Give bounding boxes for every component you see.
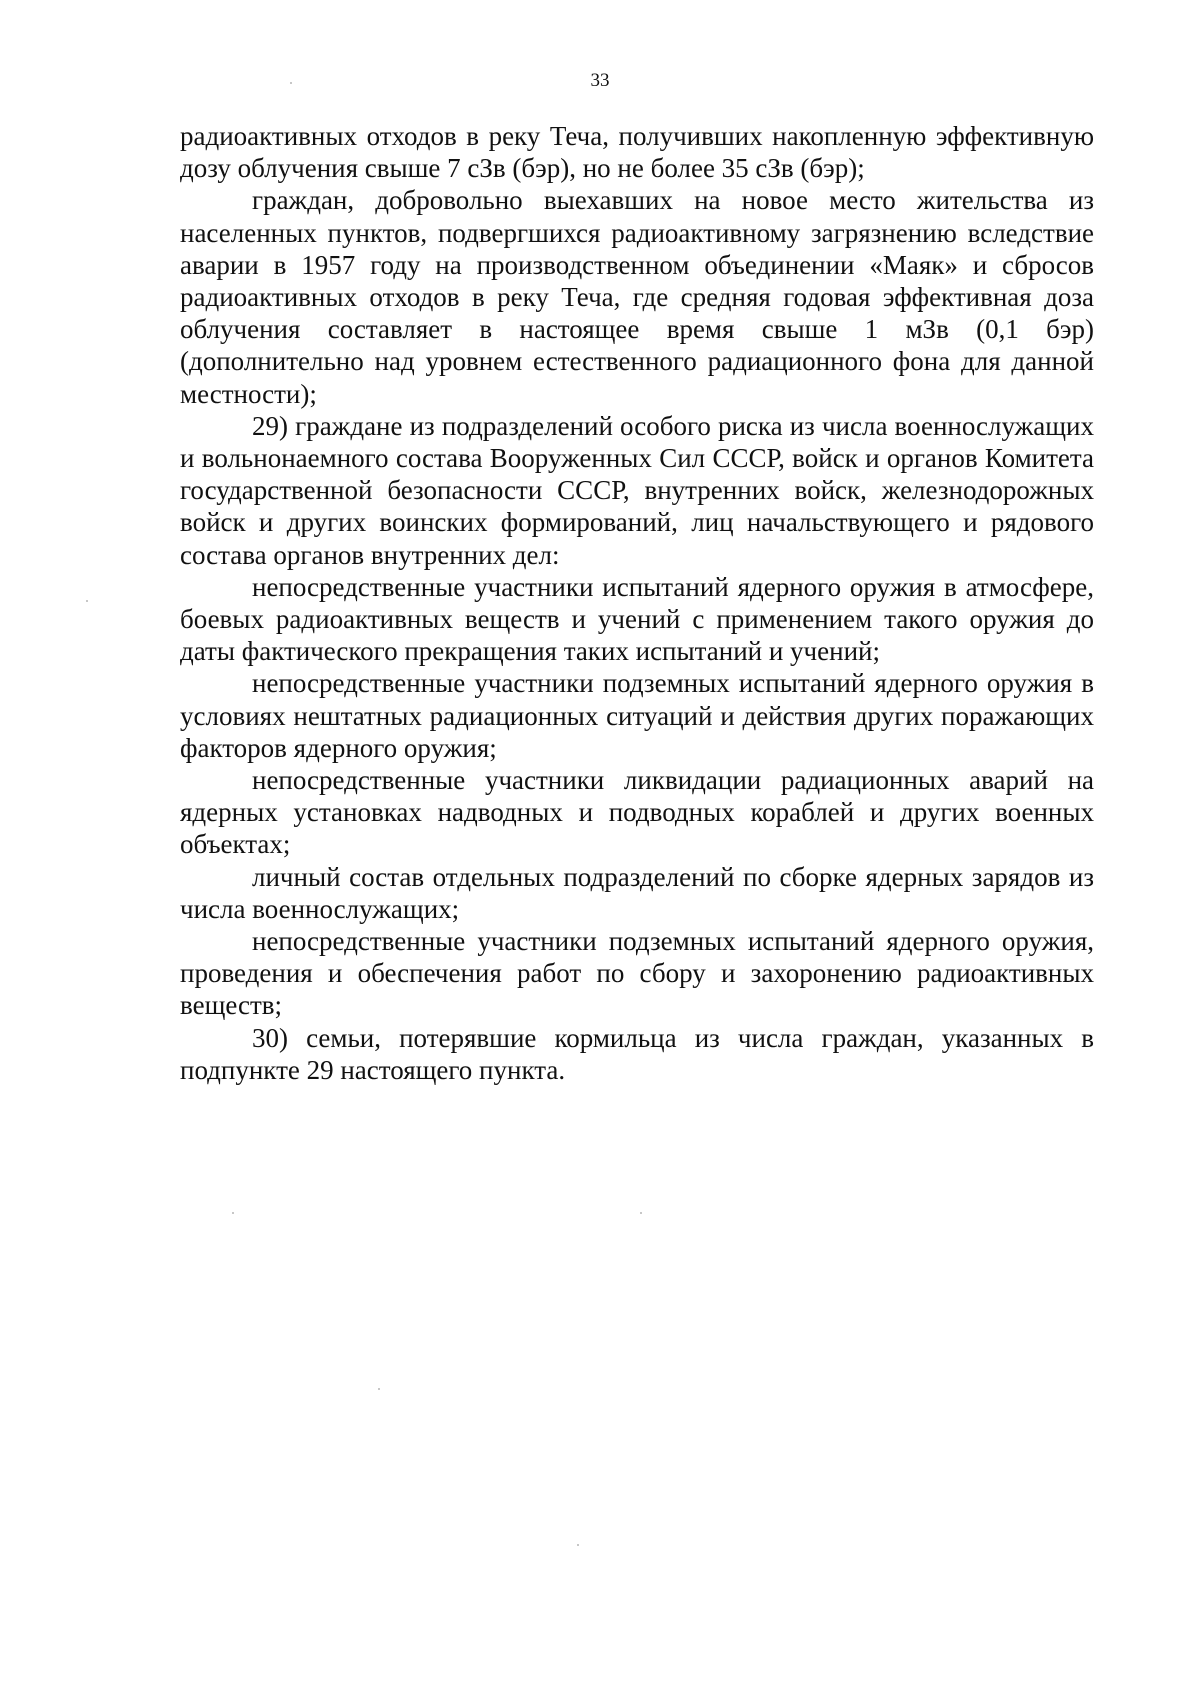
paragraph-continuation: радиоактивных отходов в реку Теча, получивших накопленную эффективную дозу облучения свыше 7 сЗв (бэр), но не более 35 сЗв (бэр);: [180, 121, 1094, 184]
scan-speck: [378, 1388, 380, 1390]
paragraph-assembly-personnel: личный состав отдельных подразделений по сборке ядерных зарядов из числа военнослужащих;: [180, 861, 1094, 924]
paragraph-voluntary-relocation: граждан, добровольно выехавших на новое место жительства из населенных пунктов, подвергшихся радиоактивному загрязнению вследствие аварии в 1957 году на производственном объединении «Маяк» и сбросов радиоактивных отходов в реку Теча, где средняя годовая эффективная доза облучения составляет в настоящее время свыше 1 мЗв (0,1 бэр) (дополнительно над уровнем естественного радиационного фона для данной местности);: [180, 185, 1094, 409]
paragraph-item-30: 30) семьи, потерявшие кормильца из числа граждан, указанных в подпункте 29 настоящего пункта.: [180, 1022, 1094, 1085]
scan-speck: [86, 600, 88, 602]
scan-speck: [290, 82, 292, 84]
scan-speck: [232, 1212, 234, 1214]
scan-speck: [640, 1212, 642, 1214]
paragraph-underground-tests: непосредственные участники подземных испытаний ядерного оружия в условиях нештатных радиационных ситуаций и действия других поражающих факторов ядерного оружия;: [180, 668, 1094, 763]
paragraph-accident-liquidation: непосредственные участники ликвидации радиационных аварий на ядерных установках надводных и подводных кораблей и других военных объектах;: [180, 765, 1094, 860]
paragraph-item-29: 29) граждане из подразделений особого риска из числа военнослужащих и вольнонаемного состава Вооруженных Сил СССР, войск и органов Комитета государственной безопасности СССР, внутренних войск, железнодорожных войск и других воинских формирований, лиц начальствующего и рядового состава органов внутренних дел:: [180, 410, 1094, 570]
paragraph-burial-works: непосредственные участники подземных испытаний ядерного оружия, проведения и обеспечения работ по сбору и захоронению радиоактивных веществ;: [180, 926, 1094, 1021]
page-number: 33: [590, 70, 610, 91]
document-body: [180, 120, 1094, 1086]
paragraph-atmospheric-tests: непосредственные участники испытаний ядерного оружия в атмосфере, боевых радиоактивных веществ и учений с применением такого оружия до даты фактического прекращения таких испытаний и учений;: [180, 571, 1094, 667]
scan-speck: [577, 1544, 579, 1546]
